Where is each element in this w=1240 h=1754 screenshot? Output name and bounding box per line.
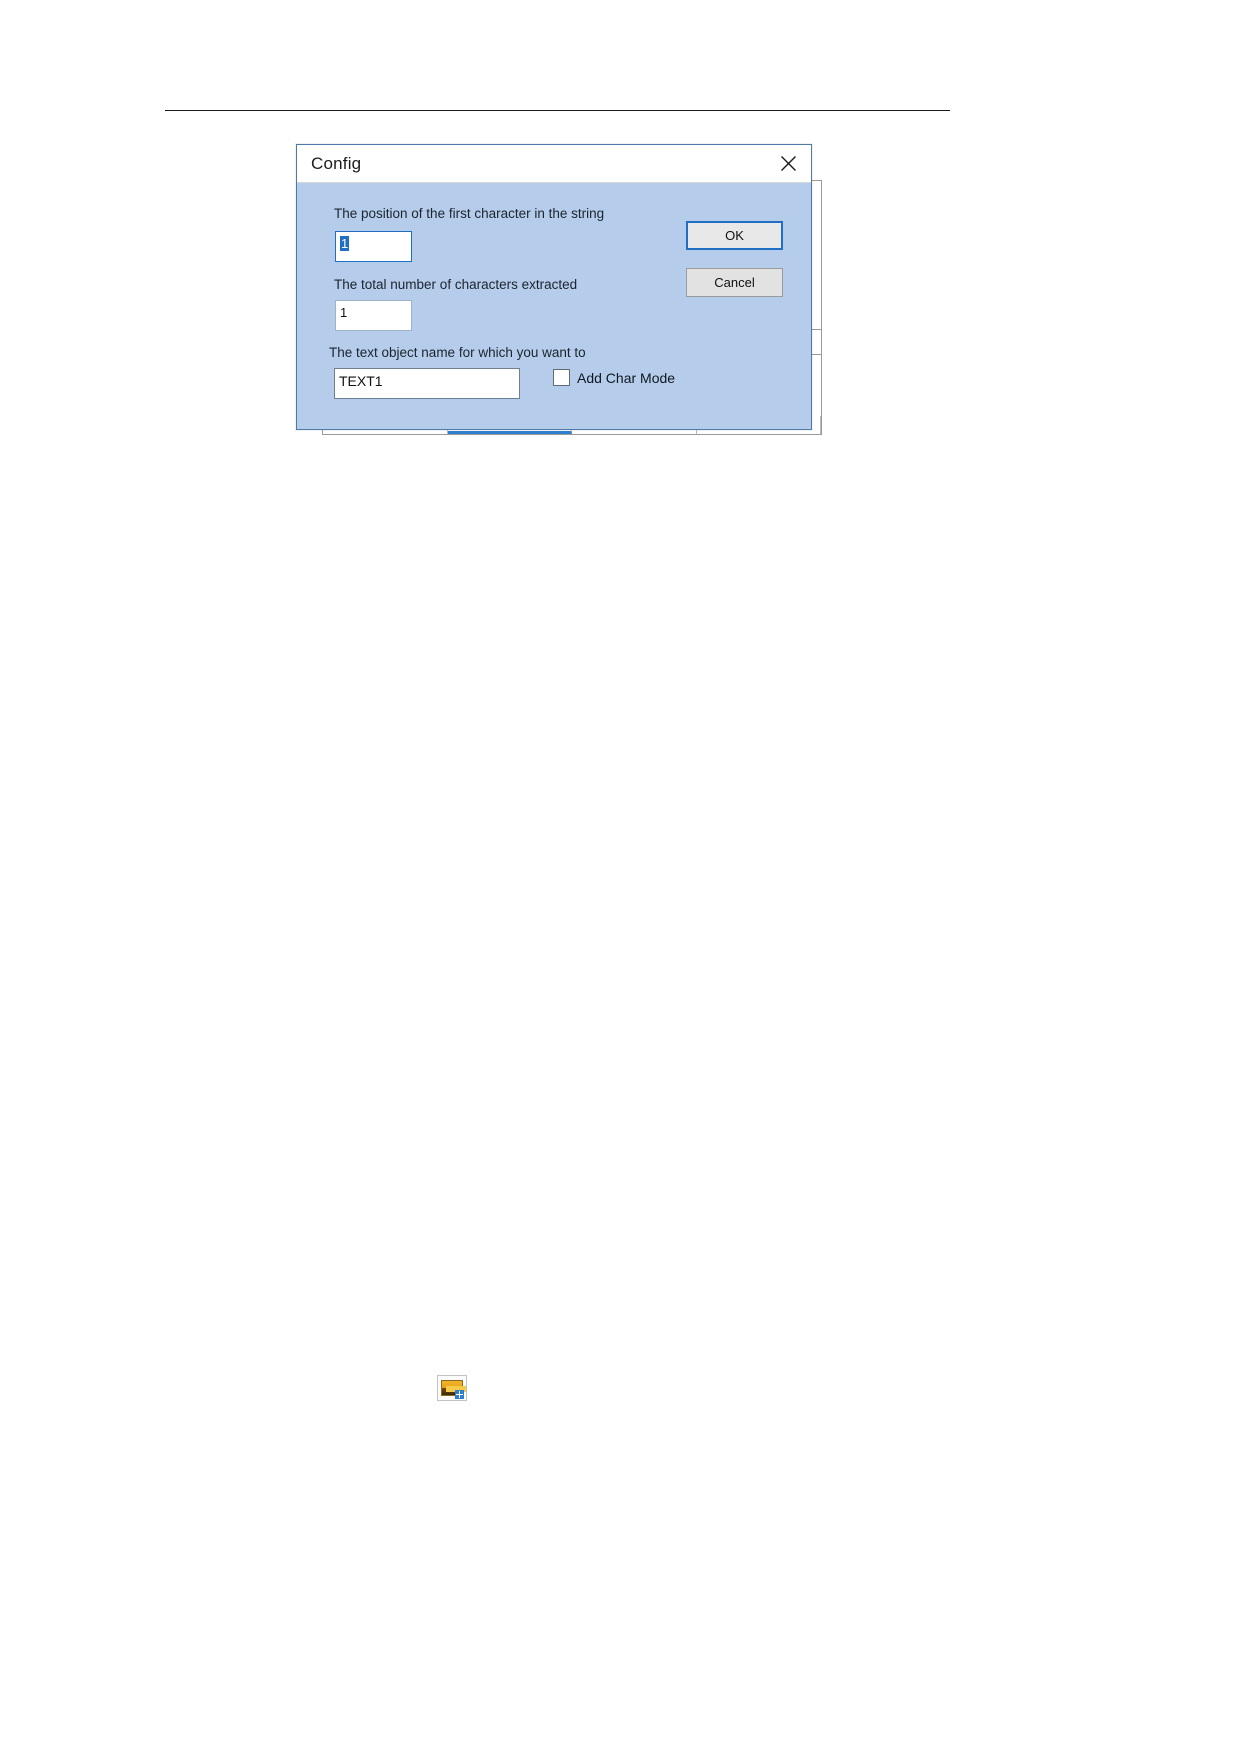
first-char-position-value: 1 <box>341 236 349 251</box>
text-object-name-input[interactable]: TEXT1 <box>334 368 520 399</box>
dialog-body <box>297 183 811 431</box>
total-characters-label: The total number of characters extracted <box>334 277 578 292</box>
dialog-title: Config <box>311 154 362 173</box>
config-dialog <box>296 144 812 430</box>
page-header-rule <box>165 110 950 111</box>
add-char-mode-label: Add Char Mode <box>577 369 676 386</box>
add-char-mode-row[interactable] <box>553 369 675 386</box>
text-object-name-label: The text object name for which you want to <box>329 345 586 360</box>
add-badge-icon <box>455 1390 464 1399</box>
first-char-position-input[interactable] <box>335 231 412 262</box>
total-characters-input[interactable]: 1 <box>335 300 412 331</box>
ok-button[interactable]: OK <box>686 221 783 250</box>
add-char-mode-checkbox[interactable] <box>553 369 570 386</box>
close-icon[interactable] <box>765 145 811 182</box>
add-image-icon[interactable] <box>437 1375 467 1401</box>
first-char-position-label: The position of the first character in the string <box>334 206 605 221</box>
dialog-titlebar <box>297 145 811 183</box>
cancel-button[interactable]: Cancel <box>686 268 783 297</box>
